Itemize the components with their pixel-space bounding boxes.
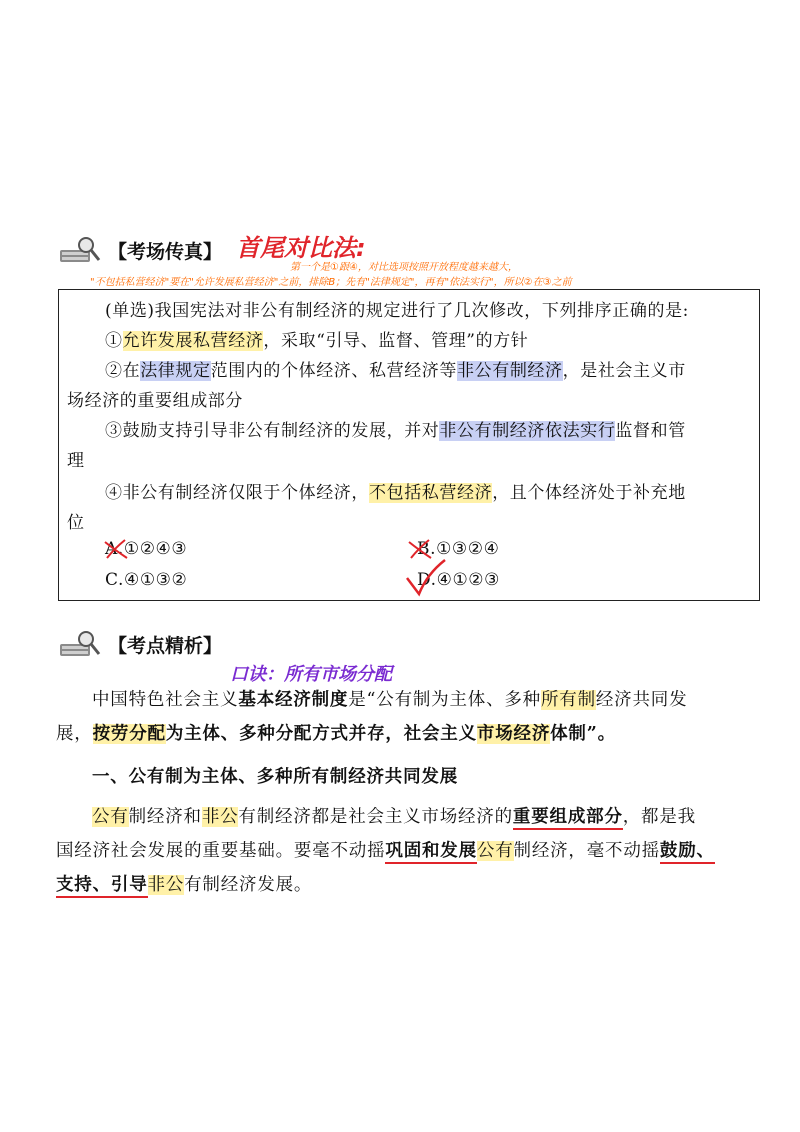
question-stem: (单选)我国宪法对非公有制经济的规定进行了几次修改，下列排序正确的是:: [105, 301, 689, 321]
analysis-section-heading: [58, 630, 222, 658]
option-b[interactable]: B.①③②④: [417, 539, 500, 559]
item-2: ②在法律规定范围内的个体经济、私营经济等非公有制经济，是社会主义市: [105, 361, 686, 381]
note-title: 首尾对比法:: [236, 234, 366, 262]
question-box: [58, 289, 760, 601]
item-4: ④非公有制经济仅限于个体经济，不包括私营经济，且个体经济处于补充地: [105, 483, 686, 503]
exam-section-heading: [58, 236, 222, 264]
book-magnifier-icon: [58, 236, 102, 264]
option-d[interactable]: D.④①②③: [417, 570, 500, 590]
item-2-cont: 场经济的重要组成部分: [67, 391, 243, 411]
paragraph-2-line-1: 公有制经济和非公有制经济都是社会主义市场经济的重要组成部分，都是我: [92, 803, 696, 828]
paragraph-2-line-2: 国经济社会发展的重要基础。要毫不动摇巩固和发展公有制经济，毫不动摇鼓励、: [56, 837, 715, 862]
book-magnifier-icon: [58, 630, 102, 658]
option-c[interactable]: C.④①③②: [105, 570, 188, 590]
paragraph-1-line-1: 中国特色社会主义基本经济制度是“公有制为主体、多种所有制经济共同发: [92, 690, 688, 710]
option-a[interactable]: A.①②④③: [105, 539, 188, 559]
item-3: ③鼓励支持引导非公有制经济的发展，并对非公有制经济依法实行监督和管: [105, 421, 686, 441]
analysis-heading-text: 【考点精析】: [108, 634, 223, 657]
paragraph-1-line-2: 展，按劳分配为主体、多种分配方式并存，社会主义市场经济体制”。: [56, 724, 616, 744]
note-line-2: "不包括私营经济"要在"允许发展私营经济"之前，排除B；先有"法律规定"，再有"依法实行"，所以②在③之前: [90, 277, 572, 288]
paragraph-2-line-3: 支持、引导非公有制经济发展。: [56, 871, 312, 896]
check-mark-icon: [403, 558, 447, 598]
item-1: ①允许发展私营经济，采取“引导、监督、管理”的方针: [105, 331, 529, 351]
item-3-cont: 理: [67, 451, 85, 471]
note-line-1: 第一个是①跟④，对比选项按照开放程度越来越大，: [290, 262, 518, 273]
exam-heading-text: 【考场传真】: [108, 240, 223, 263]
cross-mark-icon: [101, 536, 131, 562]
mnemonic-note: 口诀：所有市场分配: [230, 664, 392, 685]
item-4-cont: 位: [67, 513, 85, 533]
subheading-1: 一、公有制为主体、多种所有制经济共同发展: [92, 767, 458, 787]
